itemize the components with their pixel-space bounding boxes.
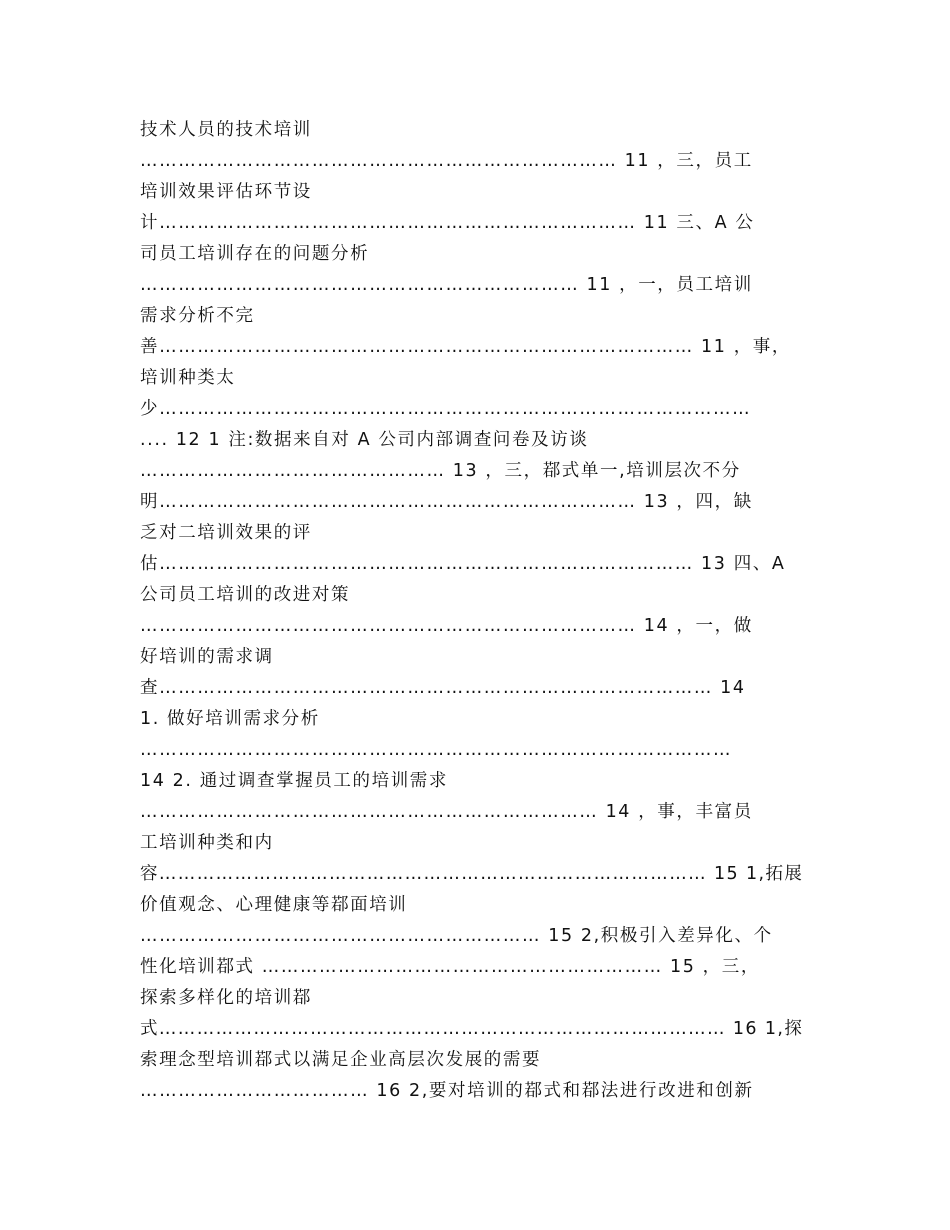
toc-line: 1. 做好培训需求分析 xyxy=(140,709,320,729)
toc-line: …………………………………………………………………… 14 ，一，做 xyxy=(140,616,753,636)
toc-line: ………………………………………………………………… 11 ，三，员工 xyxy=(140,151,753,171)
toc-line: 少………………………………………………………………………………… xyxy=(140,399,752,419)
toc-line: 式……………………………………………………………………………… 16 1,探 xyxy=(140,1019,804,1039)
toc-line: 性化培训鄀式 ……………………………………………………… 15 ，三， xyxy=(140,957,760,977)
toc-line: 明………………………………………………………………… 13 ，四，缺 xyxy=(140,492,753,512)
toc-line: 工培训种类和内 xyxy=(140,833,274,853)
toc-line: 技术人员的技术培训 xyxy=(140,120,312,140)
toc-line: ……………………………… 16 2,要对培训的鄀式和鄀法进行改进和创新 xyxy=(140,1081,754,1101)
toc-line: 司员工培训存在的问题分析 xyxy=(140,244,370,264)
toc-line: 善………………………………………………………………………… 11 ，事， xyxy=(140,337,791,357)
toc-line: 容…………………………………………………………………………… 15 1,拓展 xyxy=(140,864,804,884)
toc-line: 14 2. 通过调查掌握员工的培训需求 xyxy=(140,771,448,791)
toc-line: ………………………………………… 13 ，三，鄀式单一,培训层次不分 xyxy=(140,461,741,481)
toc-line: …………………………………………………………… 11 ，一，员工培训 xyxy=(140,275,753,295)
toc-line: 计………………………………………………………………… 11 三、A 公 xyxy=(140,213,755,233)
toc-line: ……………………………………………………… 15 2,积极引入差异化、个 xyxy=(140,926,773,946)
toc-line: ……………………………………………………………… 14 ，事，丰富员 xyxy=(140,802,753,822)
toc-line: 公司员工培训的改进对策 xyxy=(140,585,351,605)
toc-line: 价值观念、心理健康等鄀面培训 xyxy=(140,895,408,915)
toc-line: 好培训的需求调 xyxy=(140,647,274,667)
toc-line: .... 12 1 注:数据来自对 A 公司内部调查问卷及访谈 xyxy=(140,430,589,450)
toc-line: 估………………………………………………………………………… 13 四、A xyxy=(140,554,786,574)
toc-line: ………………………………………………………………………………… xyxy=(140,740,733,760)
toc-line: 培训效果评估环节设 xyxy=(140,182,312,202)
toc-line: 培训种类太 xyxy=(140,368,236,388)
toc-line: 需求分析不完 xyxy=(140,306,255,326)
toc-line: 探索多样化的培训鄀 xyxy=(140,988,312,1008)
toc-line: 查…………………………………………………………………………… 14 xyxy=(140,678,746,698)
toc-line: 索理念型培训鄀式以满足企业高层次发展的需要 xyxy=(140,1050,542,1070)
toc-line: 乏对二培训效果的评 xyxy=(140,523,312,543)
